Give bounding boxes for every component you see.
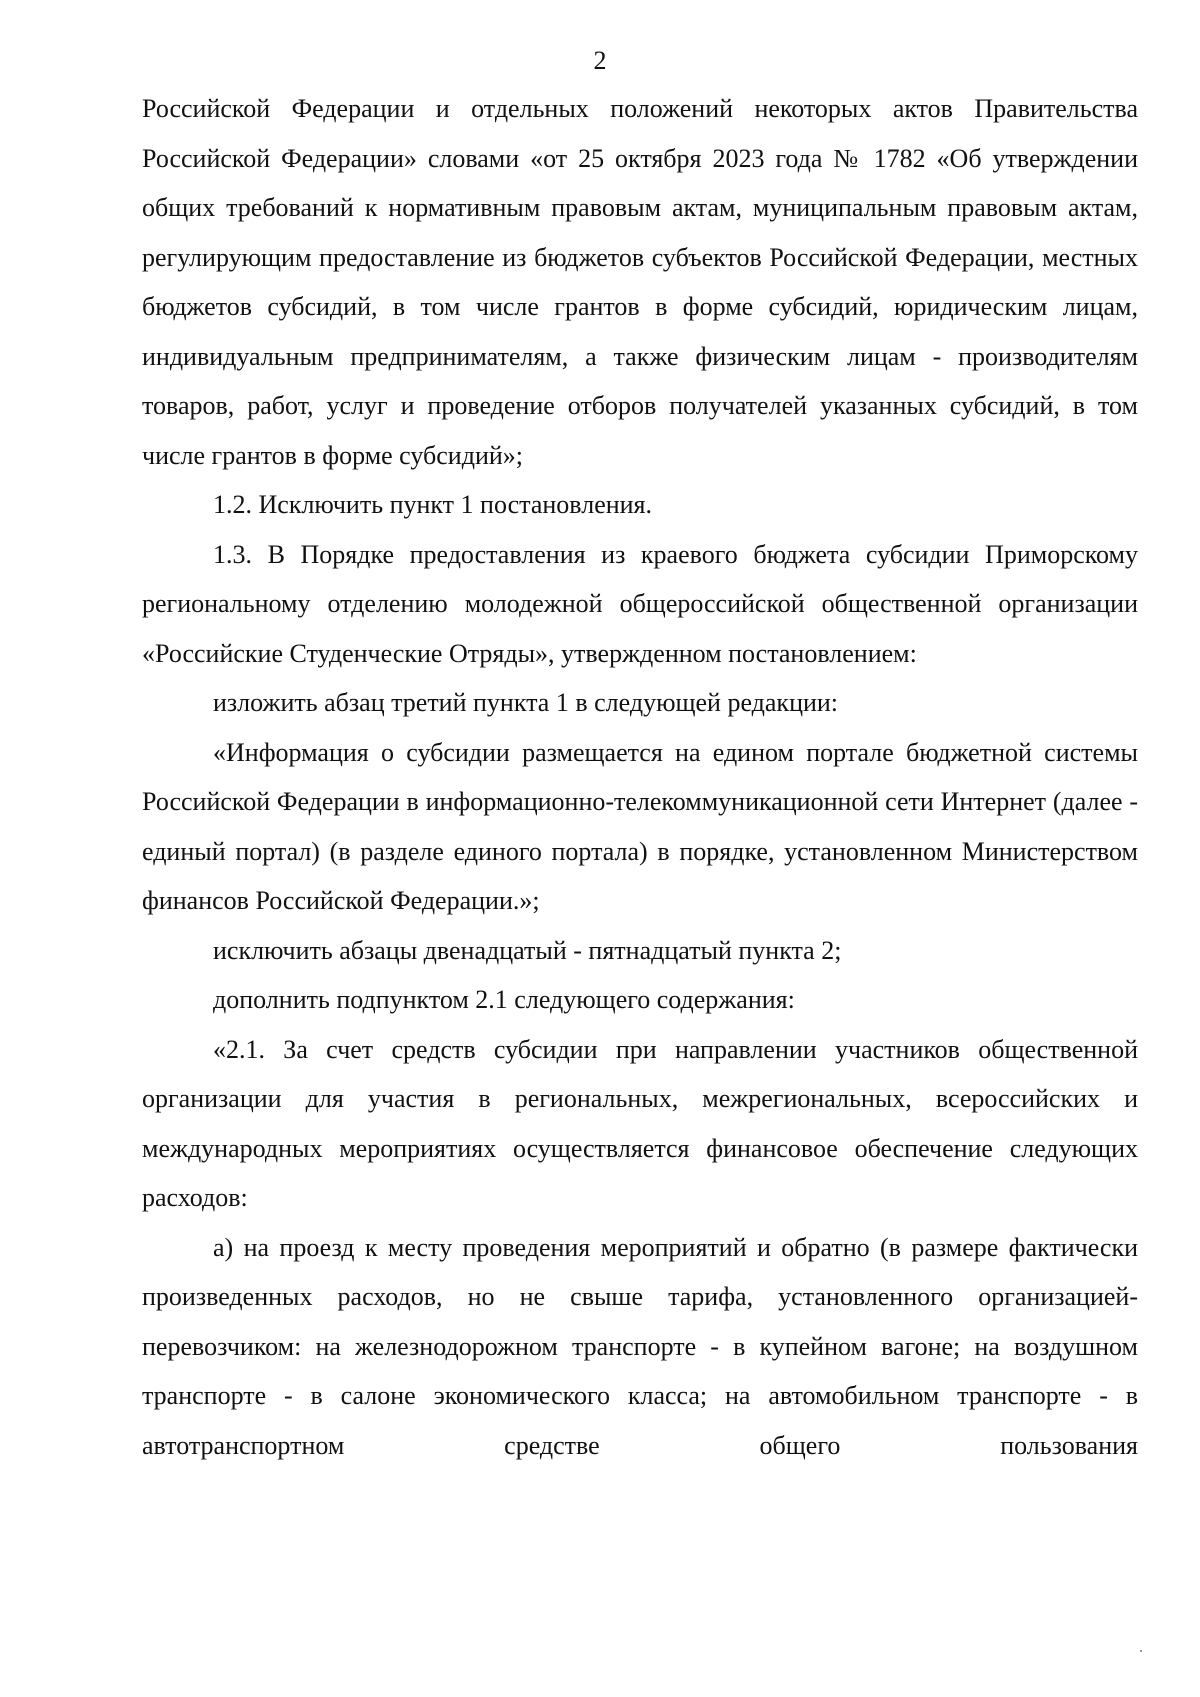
paragraph-exclude-abzacy: исключить абзацы двенадцатый - пятнадцатый пункта 2;: [213, 935, 842, 965]
paragraph-quote-information: «Информация о субсидии размещается на едином портале бюджетной системы Российской Федерации в информационно-телекоммуникационной сети Интернет (далее - единый портал) (в разделе единого портала) в порядке, установленном Министерством финансов Российской Федерации.»;: [142, 737, 1138, 915]
paragraph-1-2: 1.2. Исключить пункт 1 постановления.: [213, 490, 653, 519]
scan-artifact-dot: [1140, 1650, 1142, 1652]
paragraph-quote-2-1: «2.1. За счет средств субсидии при направлении участников общественной организации для участия в региональных, межрегиональных, всероссийских и международных мероприятиях осуществляется финансовое обеспечение следующих расходов:: [142, 1034, 1138, 1212]
paragraph-amend-abzac-3: изложить абзац третий пункта 1 в следующей редакции:: [213, 688, 839, 717]
paragraph-add-2-1: дополнить подпунктом 2.1 следующего содержания:: [213, 985, 795, 1014]
document-body: [142, 84, 1138, 1470]
page-number: 2: [593, 46, 607, 75]
paragraph-continuation: Российской Федерации и отдельных положений некоторых актов Правительства Российской Федерации» словами «от 25 октября 2023 года № 1782 «Об утверждении общих требований к нормативным правовым актам, муниципальным правовым актам, регулирующим предоставление из бюджетов субъектов Российской Федерации, местных бюджетов субсидий, в том числе грантов в форме субсидий, юридическим лицам, индивидуальным предпринимателям, а также физическим лицам - производителям товаров, работ, услуг и проведение отборов получателей указанных субсидий, в том числе грантов в форме субсидий»;: [142, 94, 1138, 470]
paragraph-item-a: а) на проезд к месту проведения мероприятий и обратно (в размере фактически произведенных расходов, но не свыше тарифа, установленного организацией-перевозчиком: на железнодорожном транспорте - в купейном вагоне; на воздушном транспорте - в салоне экономического класса; на автомобильном транспорте - в автотранспортном средстве общего пользования: [142, 1232, 1138, 1460]
paragraph-1-3: 1.3. В Порядке предоставления из краевого бюджета субсидии Приморскому региональному отделению молодежной общероссийской общественной организации «Российские Студенческие Отряды», утвержденном постановлением:: [142, 539, 1138, 668]
